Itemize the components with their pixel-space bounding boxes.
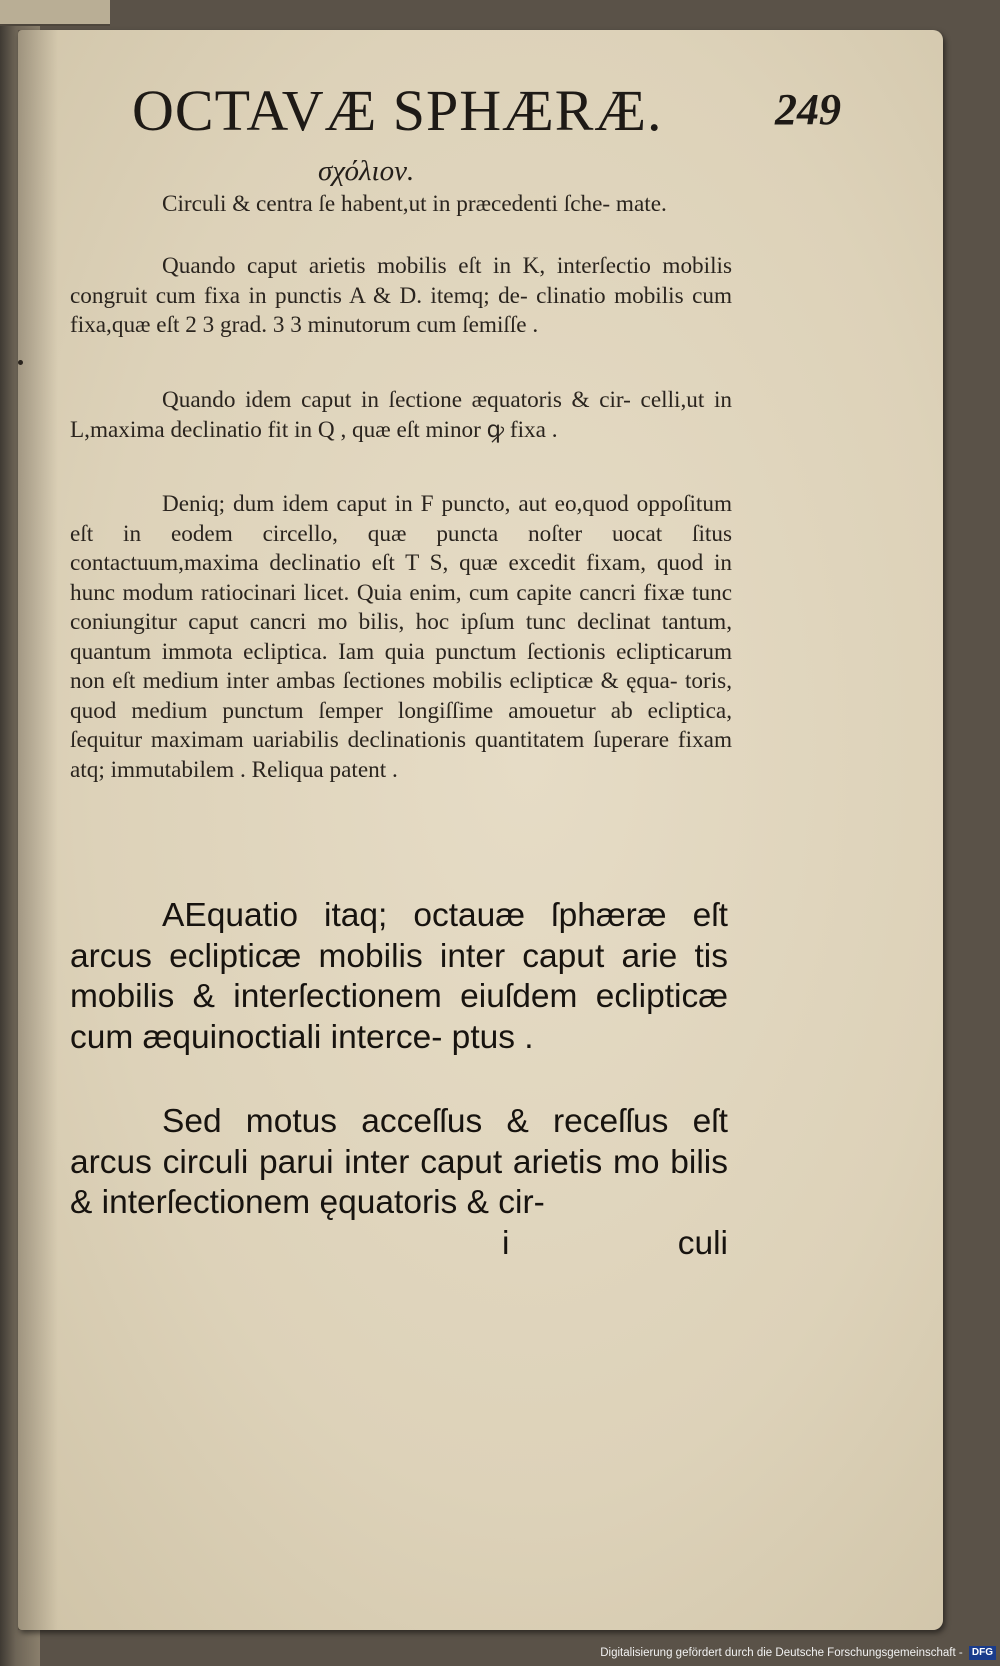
page-number: 249 xyxy=(775,85,841,134)
footer-text: Digitalisierung gefördert durch die Deutsche Forschungsgemeinschaft - xyxy=(600,1647,963,1659)
signature-mark: i xyxy=(502,1225,510,1262)
paragraph-3: Quando idem caput in ſectione æquatoris & cir- celli,ut in L,maxima declinatio fit in Q , quæ eſt minor ꝙ fixa . xyxy=(70,387,732,443)
definition-aequatio: AEquatio itaq; octauæ ſphæræ eſt arcus eclipticæ mobilis inter caput arie tis mobilis & interſectionem eiuſdem eclipticæ cum æquinoctiali interce- ptus . xyxy=(70,897,728,1056)
catch-line xyxy=(70,1224,728,1264)
paragraph-4: Deniq; dum idem caput in F puncto, aut eo,quod oppoſitum eſt in eodem circello, quæ puncta noſter uocat ſitus contactuum,maxima declinatio eſt T S, quæ excedit fixam, quod in hunc modum ratiocinari licet. Quia enim, cum capite cancri fixæ tunc coniungitur caput cancri mo bilis, hoc ipſum tunc declinat tantum, quantum immota ecliptica. Iam quia punctum ſectionis eclipticarum non eſt medium inter ambas ſectiones mobilis eclipticæ & ęqua- toris, quod medium punctum ſemper longiſſime amouetur ab ecliptica, ſequitur maximam uariabilis declinationis quantitatem ſuperare fixam atq; immutabilem . Reliqua patent . xyxy=(70,491,732,783)
spine-tab xyxy=(0,0,110,26)
digitization-footer xyxy=(560,1644,996,1662)
page-heading: OCTAVÆ SPHÆRÆ. xyxy=(132,78,663,143)
margin-mark xyxy=(18,360,23,365)
paragraph-1: Circuli & centra ſe habent,ut in præcedenti ſche- mate. xyxy=(162,191,667,217)
dfg-logo-icon: DFG xyxy=(969,1646,996,1660)
definition-motus: Sed motus acceſſus & receſſus eſt arcus circuli parui inter caput arietis mo bilis & interſectionem ęquatoris & cir- xyxy=(70,1103,728,1221)
greek-heading: σχόλιον. xyxy=(318,155,415,187)
paragraph-2: Quando caput arietis mobilis eſt in K, interſectio mobilis congruit cum fixa in punctis A & D. itemq; de- clinatio mobilis cum fixa,quæ eſt 2 3 grad. 3 3 minutorum cum ſemiſſe . xyxy=(70,253,732,338)
catchword: culi xyxy=(677,1225,728,1262)
